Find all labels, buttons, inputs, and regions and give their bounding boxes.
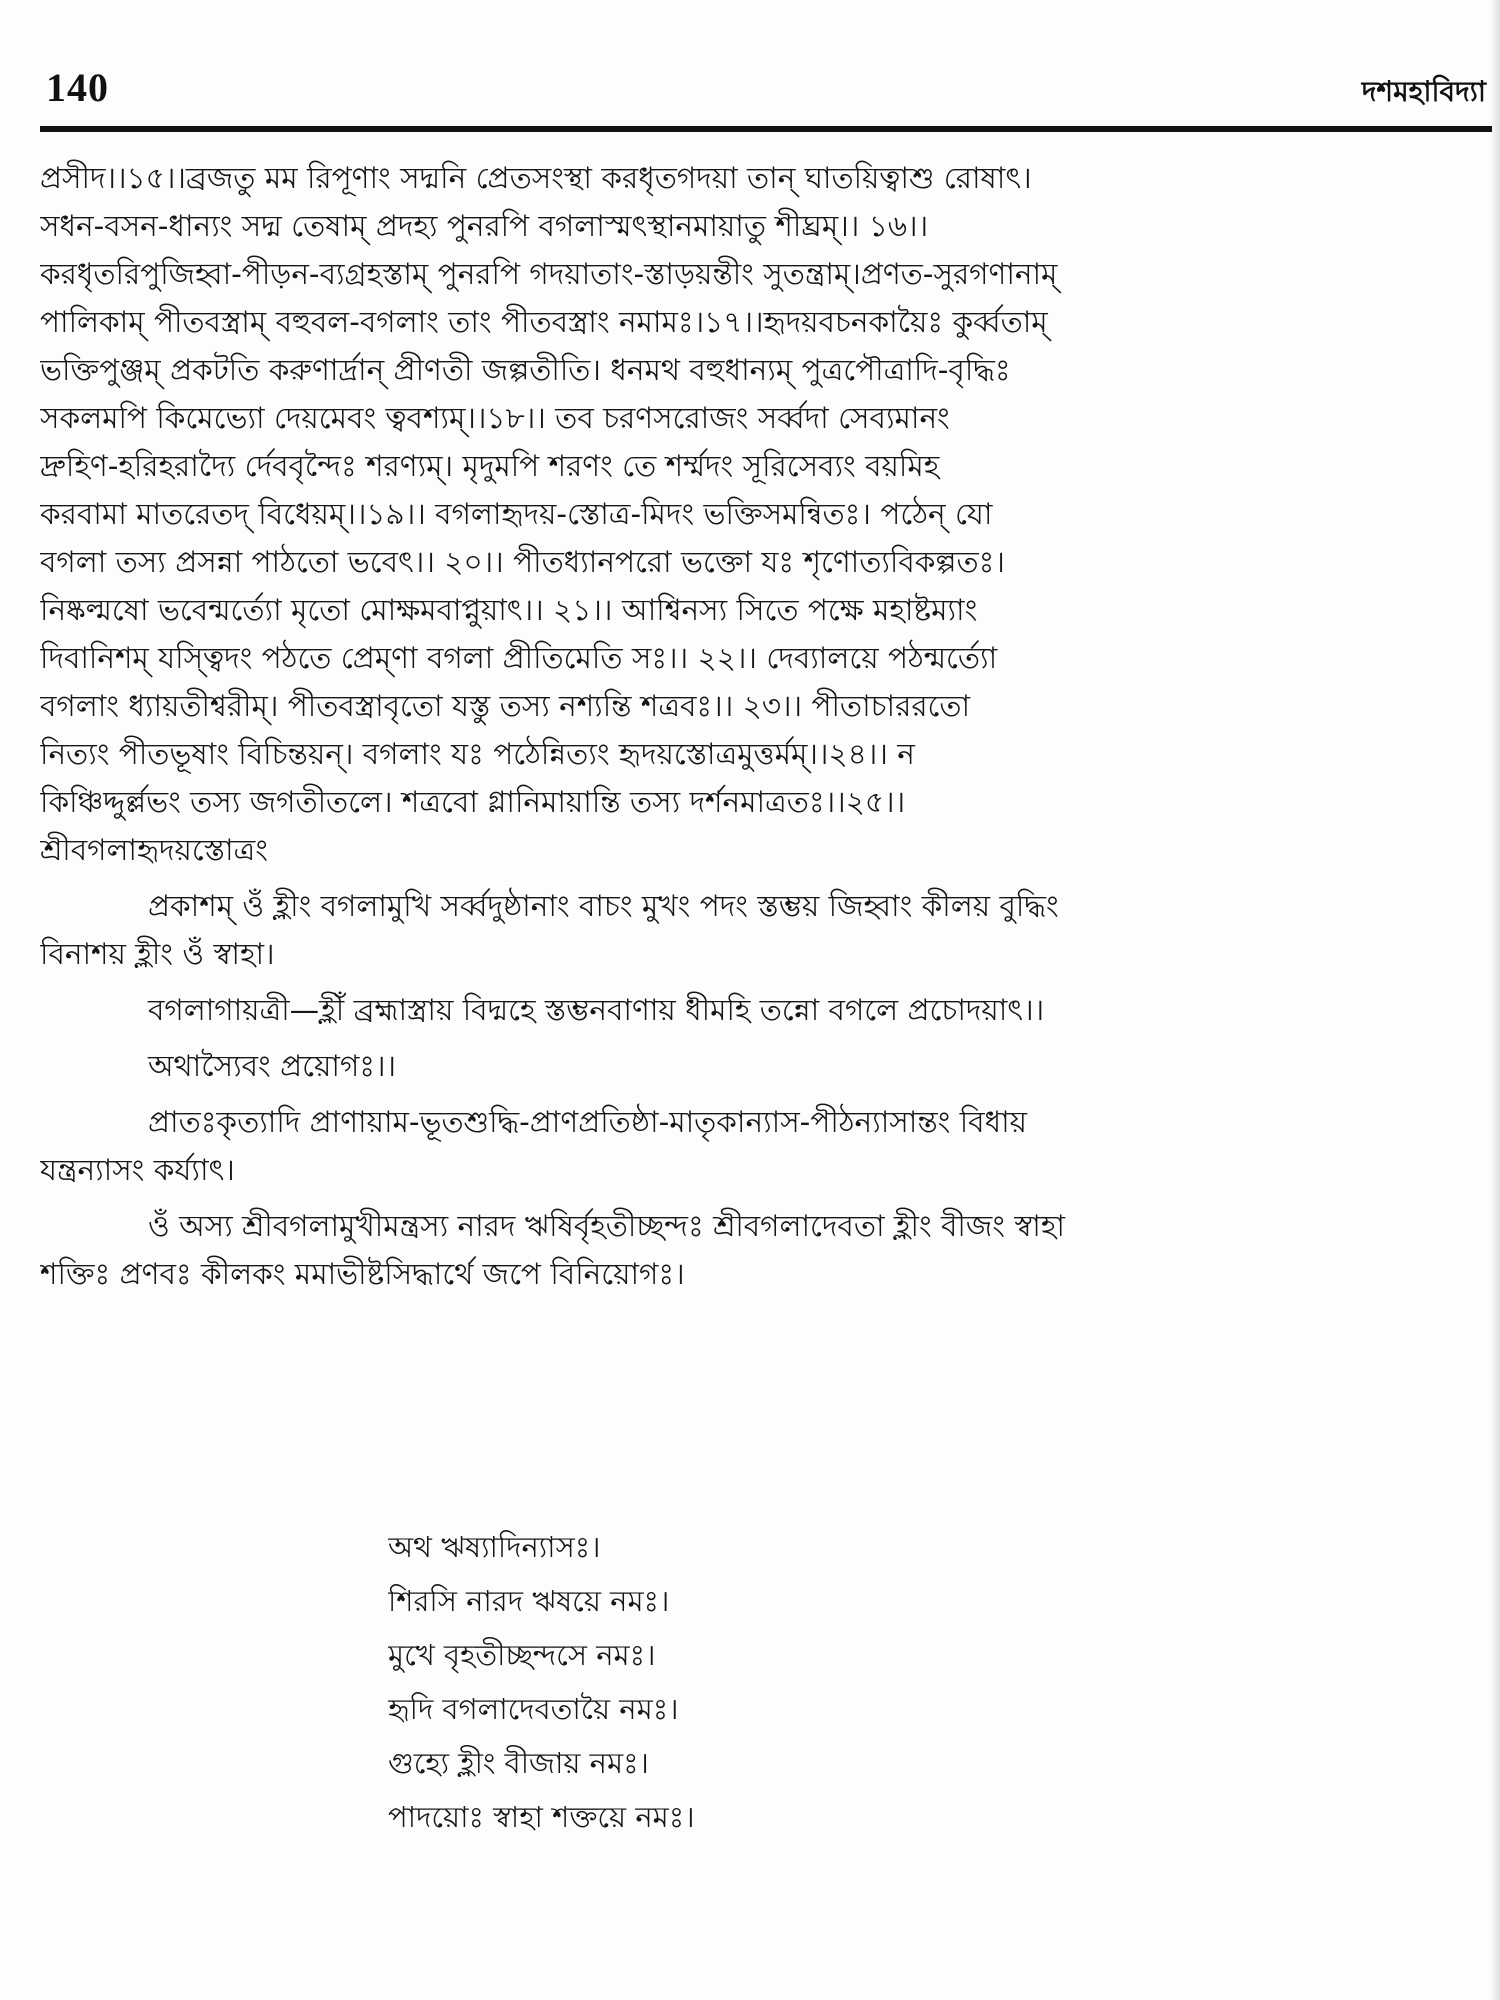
- nyasa-item: শিরসি নারদ ঋষয়ে নমঃ।: [388, 1584, 670, 1618]
- page-edge-shadow: [1490, 0, 1500, 2000]
- nyasa-item: পাদয়োঃ স্বাহা শক্তয়ে নমঃ।: [388, 1800, 695, 1834]
- spacer: [40, 874, 1492, 882]
- spacer: [40, 978, 1492, 986]
- verse-line: বগলাং ধ্যায়তীশ্বরীম্। পীতবস্ত্রাবৃতো যস্তু তস্য নশ্যন্তি শত্রবঃ।। ২৩।। পীতাচাররতো: [40, 689, 971, 723]
- verse-line: সকলমপি কিমেভ্যো দেয়মেবং ত্ববশ্যম্।।১৮।। তব চরণসরোজং সর্ব্বদা সেব্যমানং: [40, 401, 950, 435]
- prakasham-line: প্রকাশম্ ওঁ হ্লীং বগলামুখি সর্ব্বদুষ্ঠানাং বাচং মুখং পদং স্তম্ভয় জিহ্বাং কীলয় বুদ্ধিং: [148, 889, 1059, 923]
- page-number: 140: [46, 65, 109, 110]
- verse-line: সধন-বসন-ধান্যং সদ্ম তেষাম্ প্রদহ্য পুনরপি বগলাস্মৎস্থানমায়াতু শীঘ্রম্।। ১৬।।: [40, 209, 929, 243]
- verse-line: নিষ্কল্মষো ভবেন্মর্ত্যো মৃতো মোক্ষমবাপ্নুয়াৎ।। ২১।। আশ্বিনস্য সিতে পক্ষে মহাষ্টম্যাং: [40, 593, 978, 627]
- header-rule: [40, 126, 1492, 132]
- verse-line: কিঞ্চিদ্দুর্ল্লভং তস্য জগতীতলে। শত্রবো গ্লানিমায়ান্তি তস্য দর্শনমাত্রতঃ।।২৫।।: [40, 785, 906, 819]
- verse-line: করবামা মাতরেতদ্ বিধেয়ম্।।১৯।। বগলাহৃদয়-স্তোত্র-মিদং ভক্তিসমন্বিতঃ। পঠেন্ যো: [40, 497, 993, 531]
- nyasa-item: অথ ঋষ্যাদিন্যাসঃ।: [388, 1530, 601, 1564]
- pratah-line: যন্ত্রন্যাসং কর্য্যাৎ।: [40, 1153, 235, 1187]
- running-head: দশমহাবিদ্যা: [1361, 75, 1486, 108]
- book-page: [40, 62, 1492, 1962]
- spacer: [40, 1034, 1492, 1042]
- nyasa-list: [388, 1520, 695, 1844]
- verse-line: পালিকাম্ পীতবস্ত্রাম্ বহুবল-বগলাং তাং পীতবস্ত্রাং নমামঃ।১৭।।হৃদয়বচনকায়ৈঃ কুর্ব্বতাম্: [40, 305, 1048, 339]
- pratah-line: প্রাতঃকৃত্যাদি প্রাণায়াম-ভূতশুদ্ধি-প্রাণপ্রতিষ্ঠা-মাতৃকান্যাস-পীঠন্যাসান্তং বিধায়: [148, 1105, 1028, 1139]
- body-text: [40, 154, 1492, 1298]
- verse-line: নিত্যং পীতভূষাং বিচিন্তয়ন্। বগলাং যঃ পঠেন্নিত্যং হৃদয়স্তোত্রমুত্তর্মম্।।২৪।। ন: [40, 737, 915, 771]
- page-header: [40, 62, 1492, 122]
- nyasa-item: হৃদি বগলাদেবতায়ৈ নমঃ।: [388, 1692, 679, 1726]
- spacer: [40, 1194, 1492, 1202]
- viniyoga-line: ওঁ অস্য শ্রীবগলামুখীমন্ত্রস্য নারদ ঋষির্বৃহতীচ্ছন্দঃ শ্রীবগলাদেবতা হ্লীং বীজং স্বাহা: [148, 1209, 1065, 1243]
- viniyoga-line: শক্তিঃ প্রণবঃ কীলকং মমাভীষ্টসিদ্ধার্থে জপে বিনিয়োগঃ।: [40, 1257, 685, 1291]
- nyasa-item: গুহ্যে হ্লীং বীজায় নমঃ।: [388, 1746, 649, 1780]
- nyasa-item: মুখে বৃহতীচ্ছন্দসে নমঃ।: [388, 1638, 656, 1672]
- prayoga-line: অথাস্যৈবং প্রয়োগঃ।।: [148, 1049, 397, 1083]
- gayatri-line: বগলাগায়ত্রী—হ্লীঁ ব্রহ্মাস্ত্রায় বিদ্মহে স্তম্ভনবাণায় ধীমহি তন্নো বগলে প্রচোদয়াৎ।।: [148, 993, 1045, 1027]
- verse-line: বগলা তস্য প্রসন্না পাঠতো ভবেৎ।। ২০।। পীতধ্যানপরো ভক্তো যঃ শৃণোত্যবিকল্পতঃ।: [40, 545, 1005, 579]
- prakasham-line: বিনাশয় হ্লীং ওঁ স্বাহা।: [40, 937, 275, 971]
- verse-line: প্রসীদ।।১৫।।ব্রজতু মম রিপূণাং সদ্মনি প্রেতসংস্থা করধৃতগদয়া তান্ ঘাতয়িত্বাশু রোষাৎ।: [40, 161, 1032, 195]
- verse-line: দিবানিশম্ যস্ত্বিদং পঠতে প্রেম্ণা বগলা প্রীতিমেতি সঃ।। ২২।। দেব্যালয়ে পঠন্মর্ত্যো: [40, 641, 998, 675]
- verse-line: ভক্তিপুঞ্জম্ প্রকটতি করুণার্দ্রান্ প্রীণতী জল্পতীতি। ধনমথ বহুধান্যম্ পুত্রপৌত্রাদি-বৃদ্ধিঃ: [40, 353, 1011, 387]
- verse-line: দ্রুহিণ-হরিহরাদ্যৈ র্দেববৃন্দৈঃ শরণ্যম্। মৃদুমপি শরণং তে শর্ম্মদং সূরিসেব্যং বয়মিহ: [40, 449, 940, 483]
- verse-line: করধৃতরিপুজিহ্বা-পীড়ন-ব্যগ্রহস্তাম্ পুনরপি গদয়াতাং-স্তাড়য়ন্তীং সুতন্ত্রাম্।প্রণত-সুরগণানাম্: [40, 257, 1058, 291]
- section-title: শ্রীবগলাহৃদয়স্তোত্রং: [40, 833, 268, 867]
- spacer: [40, 1090, 1492, 1098]
